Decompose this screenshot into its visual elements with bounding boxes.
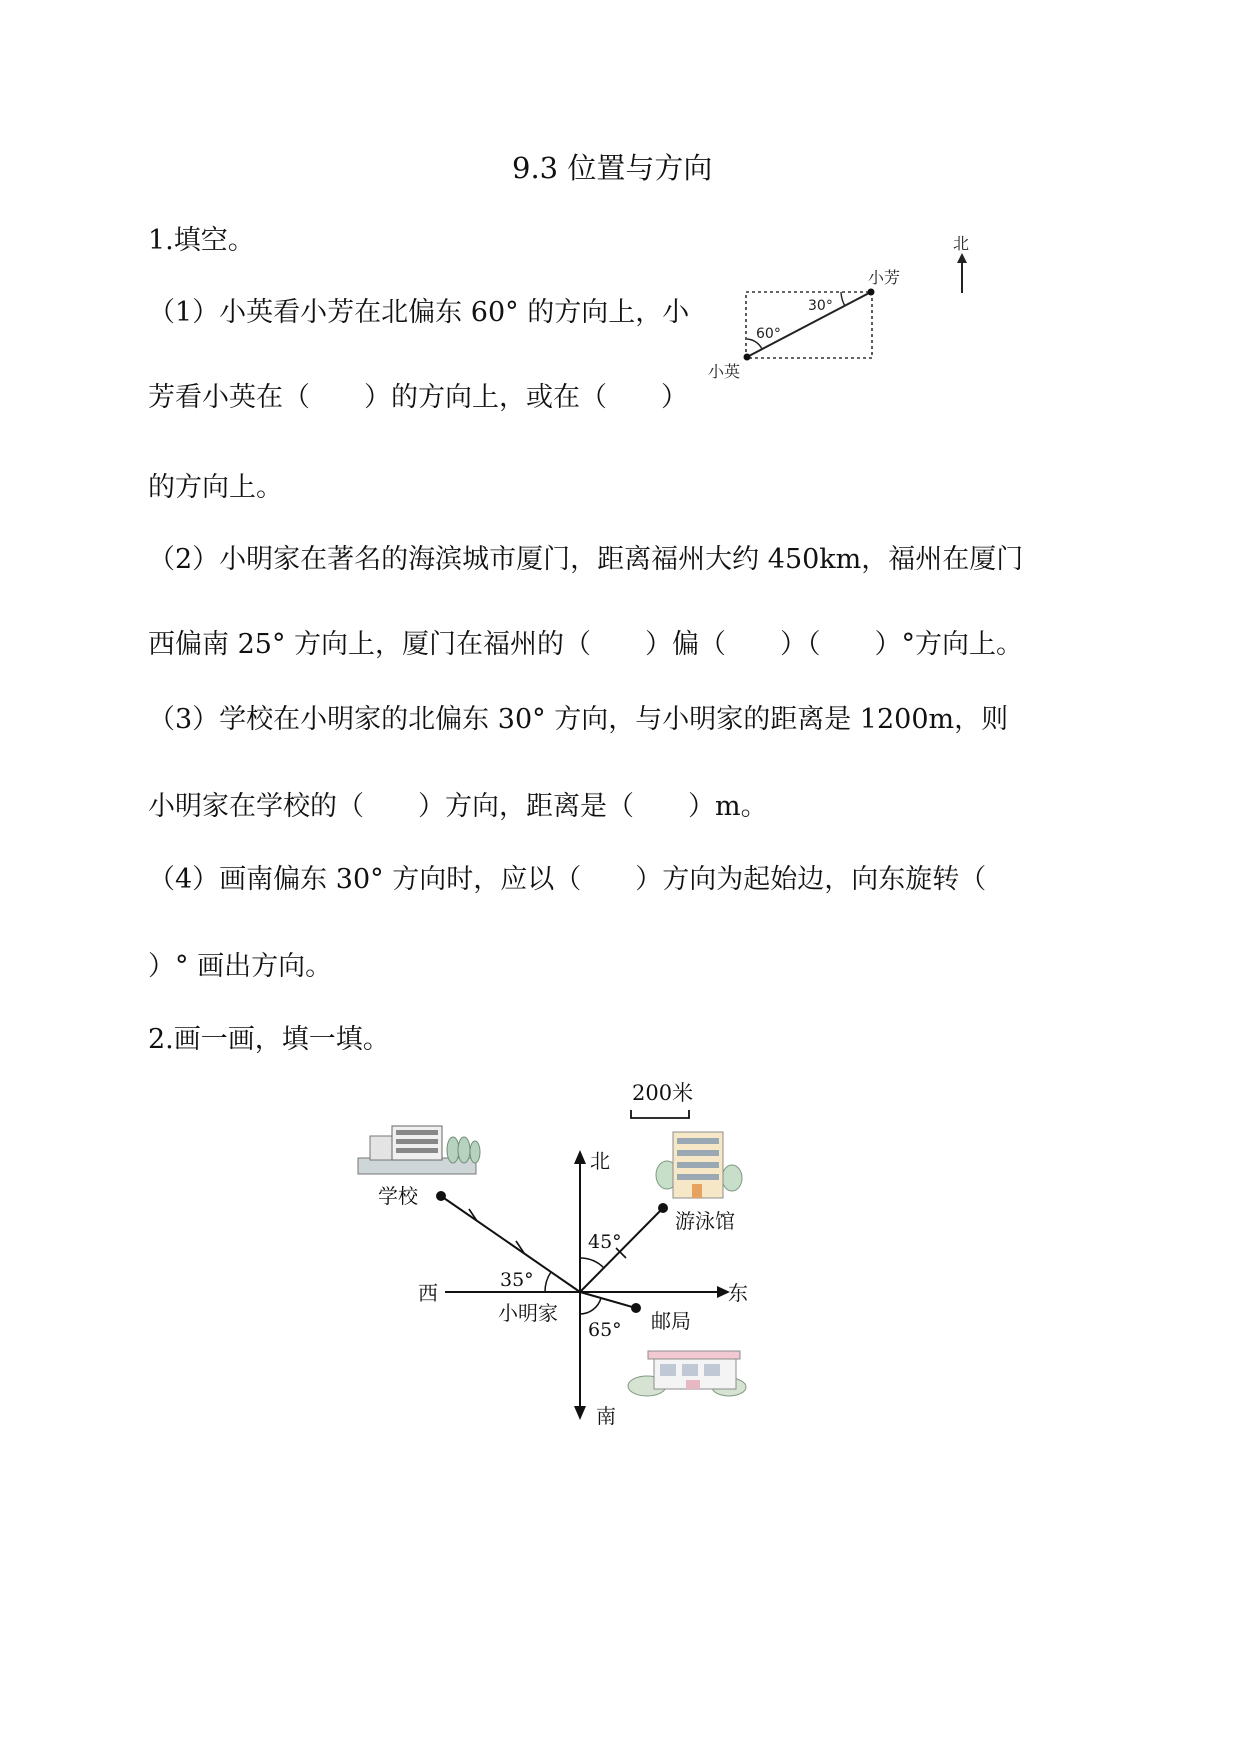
pool-point — [658, 1203, 668, 1213]
q1-heading: 1.填空。 — [148, 225, 255, 256]
post-label: 邮局 — [651, 1309, 691, 1333]
q1-p2-line1: （2）小明家在著名的海滨城市厦门，距离福州大约 450km，福州在厦门 — [148, 544, 1024, 575]
north-arrow-icon — [574, 1150, 586, 1164]
q1-p4-line1: （4）画南偏东 30° 方向时，应以（ ）方向为起始边，向东旋转（ — [148, 864, 987, 895]
post-point — [631, 1303, 641, 1313]
angle-arc-top — [841, 292, 845, 306]
post-office-icon — [628, 1351, 746, 1396]
page-title: 9.3 位置与方向 — [512, 151, 713, 185]
q1-direction-figure — [700, 225, 990, 390]
east-label: 东 — [728, 1281, 748, 1305]
north-label: 北 — [953, 234, 970, 253]
q1-p3-line1: （3）学校在小明家的北偏东 30° 方向，与小明家的距离是 1200m，则 — [148, 704, 1009, 735]
pool-label: 游泳馆 — [675, 1209, 735, 1233]
center-label: 小明家 — [498, 1301, 558, 1325]
school-label: 学校 — [378, 1184, 418, 1208]
pool-building-icon — [656, 1132, 742, 1198]
q1-p1-line3: 的方向上。 — [148, 472, 283, 503]
south-arrow-icon — [574, 1406, 586, 1420]
north-label: 北 — [590, 1149, 610, 1173]
post-ray — [580, 1292, 636, 1308]
q1-p1-line1: （1）小英看小芳在北偏东 60° 的方向上，小 — [148, 297, 690, 328]
south-label: 南 — [596, 1404, 616, 1428]
angle-bottom-label: 60° — [756, 326, 781, 342]
q1-p3-line2: 小明家在学校的（ ）方向，距离是（ ）m。 — [148, 791, 768, 822]
angle-arc-school — [545, 1272, 551, 1292]
q2-map-figure — [340, 1070, 810, 1460]
west-label: 西 — [418, 1281, 438, 1305]
xiaofang-label: 小芳 — [868, 268, 901, 287]
xiaoying-label: 小英 — [708, 362, 741, 381]
xiaofang-point — [868, 289, 875, 296]
north-arrow-icon — [957, 253, 967, 263]
post-angle-label: 65° — [588, 1319, 622, 1341]
xiaoying-point — [744, 354, 751, 361]
q2-heading: 2.画一画，填一填。 — [148, 1024, 390, 1055]
pool-angle-label: 45° — [588, 1231, 622, 1253]
q1-p1-line2: 芳看小英在（ ）的方向上，或在（ ） — [148, 382, 688, 413]
q1-p4-line2: ）° 画出方向。 — [148, 951, 333, 982]
angle-arc-post — [580, 1298, 601, 1314]
q1-p2-line2: 西偏南 25° 方向上，厦门在福州的（ ）偏（ ）（ ）°方向上。 — [148, 629, 1024, 660]
angle-top-label: 30° — [808, 298, 833, 314]
school-angle-label: 35° — [500, 1269, 534, 1291]
angle-arc-pool — [580, 1258, 604, 1268]
school-building-icon — [358, 1126, 480, 1174]
scale-bar — [631, 1110, 689, 1118]
school-point — [436, 1191, 446, 1201]
scale-label: 200米 — [632, 1081, 694, 1105]
